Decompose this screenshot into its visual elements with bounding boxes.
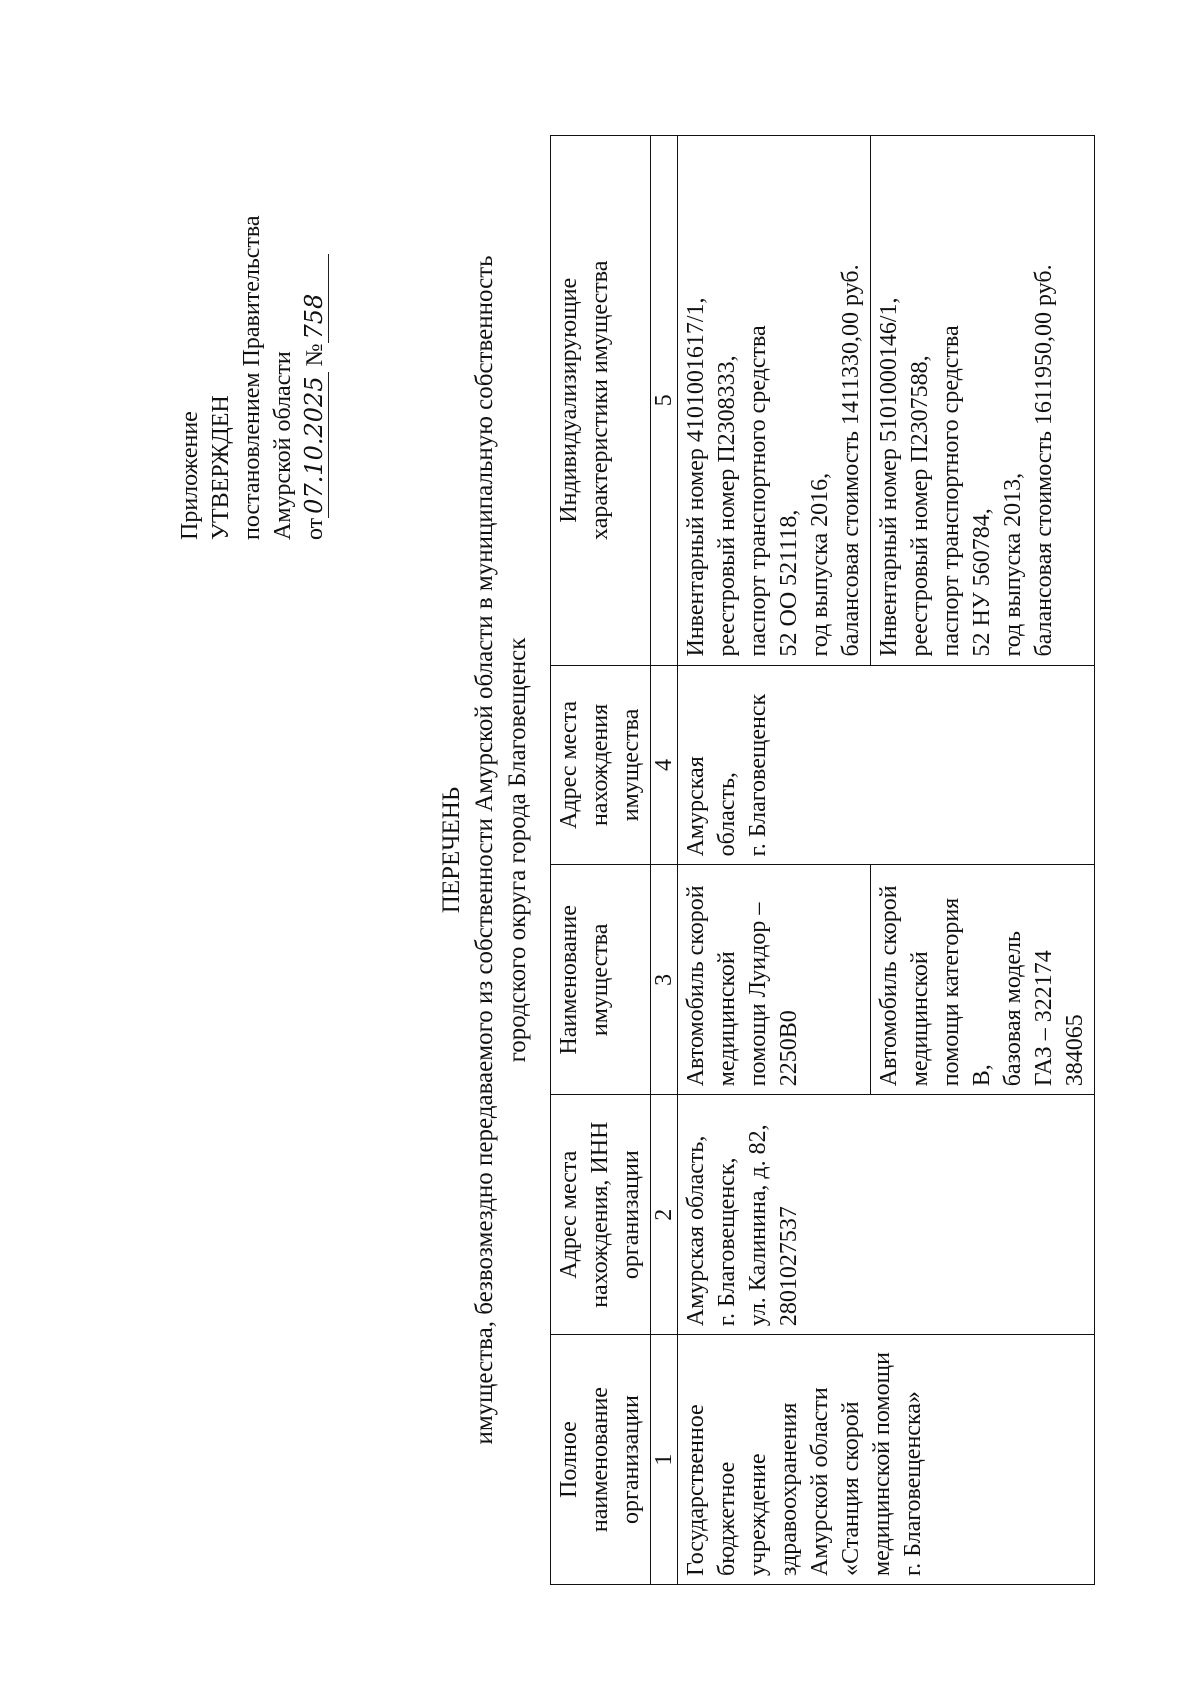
header-cell [551,136,651,666]
cell-text: Амурской области [807,1387,833,1576]
header-text: наименование [587,1387,613,1533]
cell-text: ул. Калинина, д. 82, [745,1124,771,1327]
cell-text: Государственное [683,1404,709,1576]
header-text: нахождения, ИНН [587,1121,613,1308]
header-text: характеристики имущества [587,260,613,540]
cell-text: год выпуска 2016, [807,472,833,657]
cell-text: г. Благовещенска» [900,1391,926,1576]
cell-text: базовая модель [1000,931,1026,1087]
cell-text: год выпуска 2013, [1000,472,1026,657]
property-name-cell [871,865,1095,1095]
header-line: постановлением Правительства [239,215,265,540]
characteristics-cell [678,136,871,666]
header-text: имущества [618,708,644,822]
table-header-row [551,136,651,1585]
organization-address-cell [678,1095,1095,1335]
header-line: Приложение [177,411,203,540]
header-line: УТВЕРЖДЕН [208,395,234,540]
property-address-cell [678,665,1095,865]
cell-text: 52 НУ 560784, [969,508,995,657]
property-name-cell [678,865,871,1095]
column-number: 2 [651,1095,678,1335]
date-prefix: от [302,517,328,540]
handwritten-number: 758 [300,254,329,344]
cell-text: Инвентарный номер 5101000146/1, [876,297,902,657]
table-row [678,136,871,1585]
title-subtitle-1: имущества, безвозмездно передаваемого из собственности Амурской области в муниципальную собственность [471,255,498,1445]
header-text: Индивидуализирующие [556,277,582,523]
cell-text: медицинской [714,951,740,1087]
cell-text: бюджетное [714,1461,740,1576]
cell-text: Амурская область, [683,1135,709,1327]
header-text: Наименование [556,905,582,1055]
column-number: 1 [651,1335,678,1585]
column-number-row [651,136,678,1585]
header-text: организации [618,1395,644,1524]
cell-text: г. Благовещенск, [714,1157,740,1327]
cell-text: медицинской [907,951,933,1087]
cell-text: Автомобиль скорой [876,885,902,1087]
title-subtitle-2: городского округа города Благовещенск [504,637,531,1063]
document-page [25,50,1175,1650]
header-cell [551,1095,651,1335]
header-line: Амурской области [270,351,296,540]
property-table [550,135,1095,1585]
cell-text: здравоохранения [776,1402,802,1576]
title-main: ПЕРЕЧЕНЬ [438,786,465,914]
header-text: нахождения [587,703,613,827]
header-cell [551,865,651,1095]
header-text: Адрес места [556,1150,582,1279]
cell-text: Амурская [683,756,709,857]
cell-text: область, [714,772,740,857]
organization-cell [678,1335,1095,1585]
document-title [435,50,534,1650]
header-cell [551,665,651,865]
header-cell [551,1335,651,1585]
cell-text: 52 ОО 521118, [776,509,802,657]
date-number-line [299,215,331,540]
header-text: имущества [587,923,613,1037]
cell-text: помощи категория В, [938,897,995,1087]
number-prefix: № [302,343,328,367]
cell-text: паспорт транспортного средства [938,325,964,657]
cell-text: 2801027537 [776,1206,802,1327]
header-text: Адрес места [556,700,582,829]
cell-text: реестровый номер П2307588, [907,355,933,657]
cell-text: медицинской помощи [869,1352,895,1576]
cell-text: «Станция скорой [838,1401,864,1576]
cell-text: помощи Луидор – [745,902,771,1087]
cell-text: г. Благовещенск [745,693,771,857]
handwritten-date: 07.10.2025 [300,372,329,517]
cell-text: 2250B0 [776,1010,802,1087]
approval-stamp [175,215,331,540]
cell-text: реестровый номер П2308333, [714,355,740,657]
cell-text: учреждение [745,1453,771,1576]
characteristics-cell [871,136,1095,666]
column-number: 3 [651,865,678,1095]
cell-text: балансовая стоимость 1411330,00 руб. [838,264,864,657]
cell-text: балансовая стоимость 1611950,00 руб. [1031,264,1057,657]
header-text: Полное [556,1421,582,1498]
column-number: 4 [651,665,678,865]
header-text: организации [618,1150,644,1280]
cell-text: Инвентарный номер 4101001617/1, [683,297,709,657]
cell-text: Автомобиль скорой [683,885,709,1087]
column-number: 5 [651,136,678,666]
cell-text: ГАЗ – 322174 384065 [1031,950,1088,1087]
cell-text: паспорт транспортного средства [745,325,771,657]
